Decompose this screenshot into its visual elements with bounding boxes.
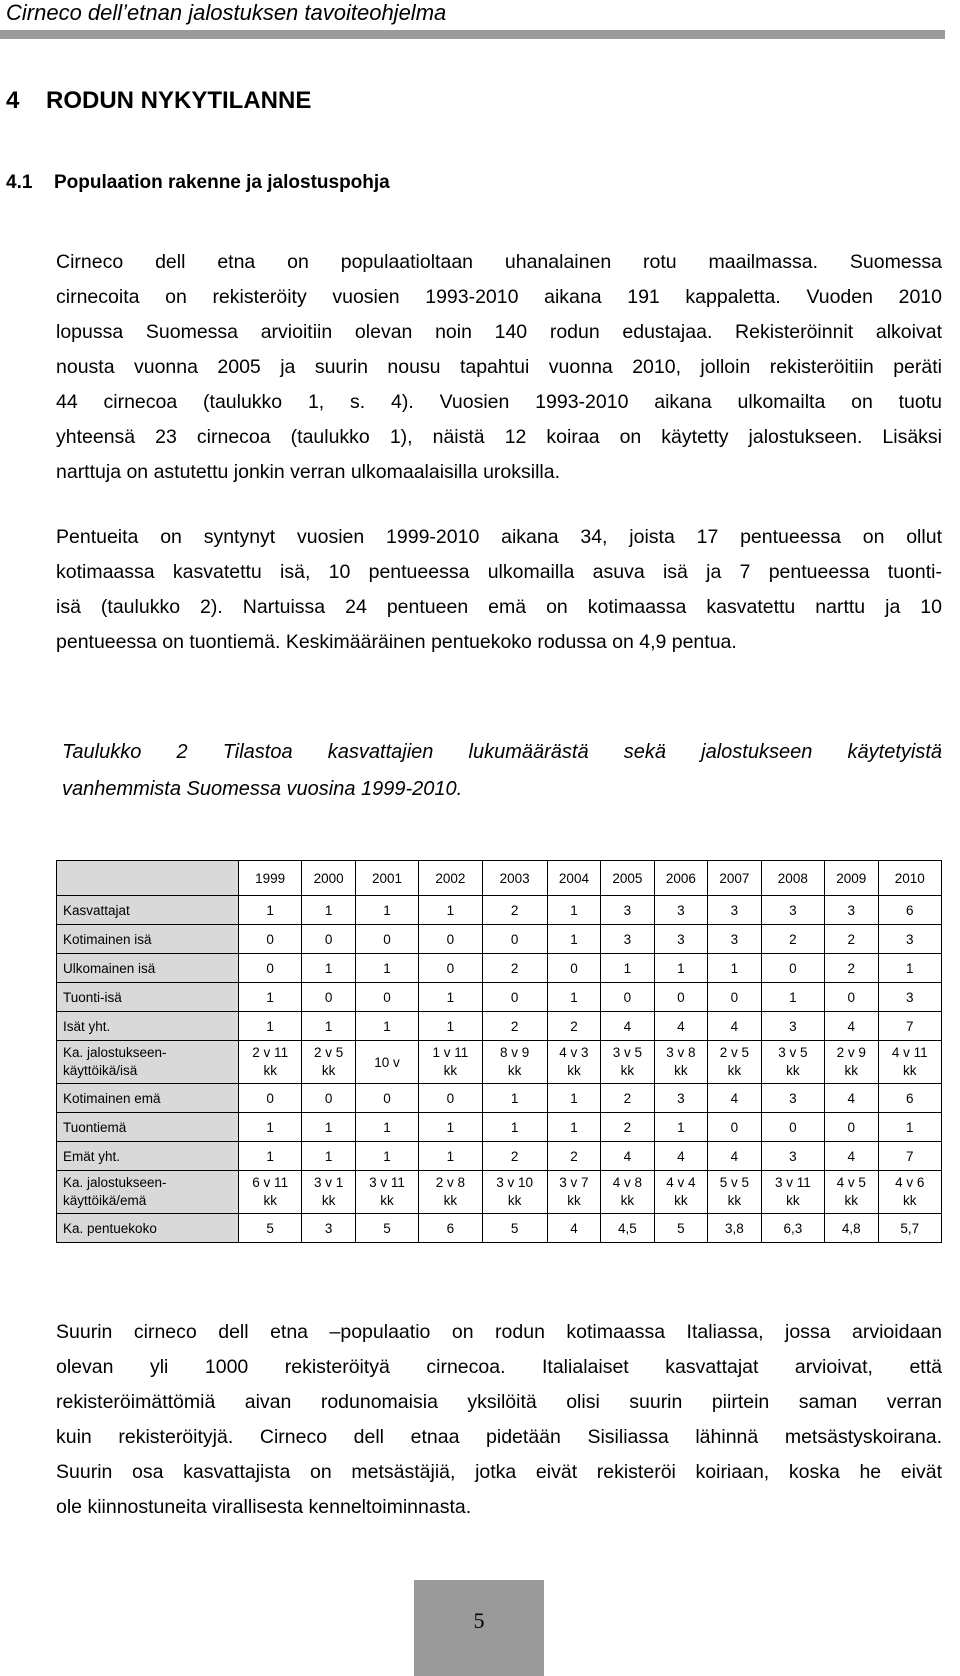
table-cell: 1 <box>302 1142 355 1171</box>
year-header: 2010 <box>878 861 942 896</box>
table-cell: 5 v 5 kk <box>708 1171 761 1214</box>
table-cell: 1 <box>547 983 600 1012</box>
table-cell: 5 <box>654 1214 707 1243</box>
table-cell: 0 <box>761 1113 824 1142</box>
year-header: 2009 <box>825 861 878 896</box>
table-cell: 4 v 11 kk <box>878 1041 942 1084</box>
table-cell: 1 <box>878 1113 942 1142</box>
table-cell: 2 <box>482 1142 547 1171</box>
table-caption <box>62 734 942 808</box>
table-row <box>57 1142 942 1171</box>
table-cell: 3 v 11 kk <box>761 1171 824 1214</box>
table-cell: 4,8 <box>825 1214 878 1243</box>
table-cell: 0 <box>419 925 482 954</box>
table-cell: 1 <box>355 954 418 983</box>
table-cell: 3 v 7 kk <box>547 1171 600 1214</box>
table-cell: 1 <box>302 954 355 983</box>
table-cell: 2 v 5 kk <box>708 1041 761 1084</box>
table-cell: 4,5 <box>601 1214 654 1243</box>
table-row <box>57 1041 942 1084</box>
table-cell: 3 v 11 kk <box>355 1171 418 1214</box>
table-cell: 0 <box>302 925 355 954</box>
table-cell: 2 <box>825 925 878 954</box>
table-cell: 3 <box>654 925 707 954</box>
table-cell: 3,8 <box>708 1214 761 1243</box>
table-cell: 4 v 4 kk <box>654 1171 707 1214</box>
year-header: 2001 <box>355 861 418 896</box>
paragraph-litters <box>56 520 942 660</box>
table-row <box>57 1084 942 1113</box>
table-cell: 0 <box>302 1084 355 1113</box>
table-cell: 3 <box>878 925 942 954</box>
table-cell: 1 <box>878 954 942 983</box>
table-cell: 4 <box>601 1012 654 1041</box>
table-cell: 3 <box>601 925 654 954</box>
table-cell: 6 v 11 kk <box>239 1171 302 1214</box>
table-cell: 1 <box>419 896 482 925</box>
paragraph-italy <box>56 1315 942 1525</box>
table-cell: 6 <box>878 1084 942 1113</box>
row-label: Kotimainen isä <box>57 925 239 954</box>
row-label: Ulkomainen isä <box>57 954 239 983</box>
table-cell: 0 <box>825 1113 878 1142</box>
table-cell: 1 <box>654 954 707 983</box>
paragraph-line: lopussa Suomessa arvioitiin olevan noin 140 rodun edustajaa. Rekisteröinnit alkoivat <box>56 321 942 343</box>
table-cell: 3 <box>708 896 761 925</box>
table-cell: 3 v 1 kk <box>302 1171 355 1214</box>
paragraph-line: 44 cirnecoa (taulukko 1, s. 4). Vuosien 1993-2010 aikana ulkomailta on tuotu <box>56 391 942 413</box>
subsection-heading <box>6 172 390 194</box>
table-cell: 2 <box>601 1113 654 1142</box>
section-number: 4 <box>6 87 20 114</box>
section-title: RODUN NYKYTILANNE <box>46 87 312 114</box>
table-cell: 3 <box>601 896 654 925</box>
table-cell: 1 <box>239 896 302 925</box>
paragraph-line: olevan yli 1000 rekisteröityä cirnecoa. Italialaiset kasvattajat arvioivat, että <box>56 1356 942 1378</box>
year-header: 2005 <box>601 861 654 896</box>
row-label: Tuonti-isä <box>57 983 239 1012</box>
table-cell: 0 <box>601 983 654 1012</box>
page-header <box>0 0 960 40</box>
header-rule <box>0 30 945 39</box>
paragraph-population <box>56 245 942 490</box>
table-cell: 3 v 8 kk <box>654 1041 707 1084</box>
table-cell: 2 <box>482 1012 547 1041</box>
table-cell: 0 <box>482 983 547 1012</box>
table-cell: 0 <box>761 954 824 983</box>
paragraph-line: Suurin cirneco dell etna –populaatio on rodun kotimaassa Italiassa, jossa arvioidaan <box>56 1321 942 1343</box>
table-cell: 6 <box>878 896 942 925</box>
table-cell: 4 v 8 kk <box>601 1171 654 1214</box>
table-cell: 3 v 5 kk <box>601 1041 654 1084</box>
table-cell: 2 v 9 kk <box>825 1041 878 1084</box>
table-cell: 6,3 <box>761 1214 824 1243</box>
table-cell: 7 <box>878 1012 942 1041</box>
table-header-row <box>57 861 942 896</box>
table-cell: 1 <box>547 925 600 954</box>
table-cell: 4 v 5 kk <box>825 1171 878 1214</box>
table-row <box>57 1012 942 1041</box>
table-cell: 2 v 11 kk <box>239 1041 302 1084</box>
table-cell: 1 <box>708 954 761 983</box>
table-cell: 1 <box>355 1142 418 1171</box>
year-header: 2000 <box>302 861 355 896</box>
paragraph-line: narttuja on astutettu jonkin verran ulkomaalaisilla uroksilla. <box>56 461 561 483</box>
table-cell: 2 v 5 kk <box>302 1041 355 1084</box>
year-header: 1999 <box>239 861 302 896</box>
paragraph-line: rekisteröimättömiä aivan rodunomaisia yksilöitä olisi suurin piirtein saman verran <box>56 1391 942 1413</box>
breeding-stats-table <box>56 860 942 1243</box>
page-number: 5 <box>473 1608 485 1633</box>
row-label: Tuontiemä <box>57 1113 239 1142</box>
table-cell: 0 <box>355 925 418 954</box>
table-corner-cell <box>57 861 239 896</box>
paragraph-line: yhteensä 23 cirnecoa (taulukko 1), näistä 12 koiraa on käytetty jalostukseen. Lisäksi <box>56 426 942 448</box>
table-cell: 4 <box>654 1142 707 1171</box>
table-cell: 1 <box>547 896 600 925</box>
table-cell: 2 <box>482 954 547 983</box>
table-cell: 0 <box>302 983 355 1012</box>
table-cell: 0 <box>482 925 547 954</box>
table-cell: 1 <box>239 1142 302 1171</box>
table-row <box>57 1113 942 1142</box>
subsection-title: Populaation rakenne ja jalostuspohja <box>54 172 390 193</box>
table-cell: 6 <box>419 1214 482 1243</box>
row-label: Ka. jalostukseen- käyttöikä/isä <box>57 1041 239 1084</box>
paragraph-line: Suurin osa kasvattajista on metsästäjiä, jotka eivät rekisteröi koiriaan, koska he eivät <box>56 1461 942 1483</box>
table-cell: 1 <box>239 1113 302 1142</box>
table-cell: 2 <box>482 896 547 925</box>
table-row <box>57 1214 942 1243</box>
table-cell: 1 <box>302 1113 355 1142</box>
row-label: Isät yht. <box>57 1012 239 1041</box>
table-row <box>57 954 942 983</box>
table-cell: 2 <box>601 1084 654 1113</box>
table-cell: 3 <box>708 925 761 954</box>
year-header: 2002 <box>419 861 482 896</box>
subsection-number: 4.1 <box>6 172 33 193</box>
page-number-box <box>414 1580 544 1676</box>
table-cell: 0 <box>355 983 418 1012</box>
table-cell: 4 <box>708 1084 761 1113</box>
caption-line: Taulukko 2 Tilastoa kasvattajien lukumäärästä sekä jalostukseen käytetyistä <box>62 741 942 763</box>
table-cell: 2 <box>761 925 824 954</box>
section-heading <box>6 87 311 115</box>
year-header: 2006 <box>654 861 707 896</box>
paragraph-line: kotimaassa kasvatettu isä, 10 pentueessa ulkomailla asuva isä ja 7 pentueessa tuonti- <box>56 561 942 583</box>
table-cell: 2 v 8 kk <box>419 1171 482 1214</box>
paragraph-line: pentueessa on tuontiemä. Keskimääräinen pentuekoko rodussa on 4,9 pentua. <box>56 631 737 653</box>
table-cell: 4 <box>708 1142 761 1171</box>
row-label: Emät yht. <box>57 1142 239 1171</box>
table-cell: 3 <box>825 896 878 925</box>
table-cell: 4 <box>654 1012 707 1041</box>
table-cell: 1 <box>482 1084 547 1113</box>
paragraph-line: cirnecoita on rekisteröity vuosien 1993-2010 aikana 191 kappaletta. Vuoden 2010 <box>56 286 942 308</box>
paragraph-line: Cirneco dell etna on populaatioltaan uhanalainen rotu maailmassa. Suomessa <box>56 251 942 273</box>
table-cell: 5 <box>482 1214 547 1243</box>
table-cell: 3 <box>761 1084 824 1113</box>
table-row <box>57 896 942 925</box>
table-cell: 10 v <box>355 1041 418 1084</box>
table-cell: 1 <box>482 1113 547 1142</box>
row-label: Ka. pentuekoko <box>57 1214 239 1243</box>
table-cell: 1 <box>355 1012 418 1041</box>
row-label: Ka. jalostukseen- käyttöikä/emä <box>57 1171 239 1214</box>
table-cell: 3 <box>761 896 824 925</box>
table-cell: 0 <box>419 954 482 983</box>
table-cell: 3 <box>878 983 942 1012</box>
table-cell: 5 <box>239 1214 302 1243</box>
table-cell: 0 <box>708 1113 761 1142</box>
table-cell: 3 <box>302 1214 355 1243</box>
paragraph-line: ole kiinnostuneita virallisesta kenneltoiminnasta. <box>56 1496 472 1518</box>
table-cell: 0 <box>708 983 761 1012</box>
table-cell: 4 v 6 kk <box>878 1171 942 1214</box>
table-cell: 2 <box>825 954 878 983</box>
paragraph-line: nousta vuonna 2005 ja suurin nousu tapahtui vuonna 2010, jolloin rekisteröitiin peräti <box>56 356 942 378</box>
table-cell: 1 <box>601 954 654 983</box>
table-cell: 0 <box>547 954 600 983</box>
table-body <box>57 896 942 1243</box>
table-cell: 0 <box>355 1084 418 1113</box>
table-cell: 1 <box>302 1012 355 1041</box>
table-cell: 1 <box>355 896 418 925</box>
paragraph-line: isä (taulukko 2). Nartuissa 24 pentueen emä on kotimaassa kasvatettu narttu ja 10 <box>56 596 942 618</box>
table-cell: 1 <box>547 1084 600 1113</box>
table-cell: 3 <box>654 896 707 925</box>
table-row <box>57 1171 942 1214</box>
table-cell: 1 <box>355 1113 418 1142</box>
year-header: 2007 <box>708 861 761 896</box>
table-cell: 2 <box>547 1142 600 1171</box>
table-cell: 3 <box>761 1142 824 1171</box>
table-cell: 1 <box>654 1113 707 1142</box>
table-row <box>57 925 942 954</box>
table-cell: 1 <box>419 983 482 1012</box>
table-cell: 2 <box>547 1012 600 1041</box>
table-cell: 1 <box>547 1113 600 1142</box>
table-cell: 1 <box>239 1012 302 1041</box>
year-header: 2008 <box>761 861 824 896</box>
row-label: Kotimainen emä <box>57 1084 239 1113</box>
table-cell: 5,7 <box>878 1214 942 1243</box>
caption-line: vanhemmista Suomessa vuosina 1999-2010. <box>62 778 463 800</box>
table-cell: 8 v 9 kk <box>482 1041 547 1084</box>
table-cell: 0 <box>239 1084 302 1113</box>
table-cell: 4 v 3 kk <box>547 1041 600 1084</box>
table-cell: 1 <box>419 1012 482 1041</box>
row-label: Kasvattajat <box>57 896 239 925</box>
table-cell: 1 <box>761 983 824 1012</box>
table-cell: 4 <box>825 1012 878 1041</box>
table-cell: 1 <box>419 1113 482 1142</box>
table-cell: 0 <box>825 983 878 1012</box>
table-cell: 4 <box>825 1142 878 1171</box>
table-cell: 0 <box>419 1084 482 1113</box>
table-cell: 4 <box>825 1084 878 1113</box>
table-cell: 0 <box>239 925 302 954</box>
table-cell: 4 <box>547 1214 600 1243</box>
paragraph-line: Pentueita on syntynyt vuosien 1999-2010 aikana 34, joista 17 pentueessa on ollut <box>56 526 942 548</box>
year-header: 2003 <box>482 861 547 896</box>
table-cell: 0 <box>239 954 302 983</box>
table-row <box>57 983 942 1012</box>
table-cell: 1 <box>239 983 302 1012</box>
table-cell: 5 <box>355 1214 418 1243</box>
document-title: Cirneco dell’etnan jalostuksen tavoiteohjelma <box>6 0 447 25</box>
table-cell: 1 <box>419 1142 482 1171</box>
table-cell: 3 v 5 kk <box>761 1041 824 1084</box>
year-header: 2004 <box>547 861 600 896</box>
table-cell: 7 <box>878 1142 942 1171</box>
paragraph-line: kuin rekisteröityjä. Cirneco dell etnaa pidetään Sisiliassa lähinnä metsästyskoirana. <box>56 1426 942 1448</box>
table-cell: 3 <box>654 1084 707 1113</box>
table-cell: 1 <box>302 896 355 925</box>
table-cell: 3 <box>761 1012 824 1041</box>
table-cell: 3 v 10 kk <box>482 1171 547 1214</box>
table-cell: 1 v 11 kk <box>419 1041 482 1084</box>
table-cell: 4 <box>601 1142 654 1171</box>
table-cell: 0 <box>654 983 707 1012</box>
table-cell: 4 <box>708 1012 761 1041</box>
